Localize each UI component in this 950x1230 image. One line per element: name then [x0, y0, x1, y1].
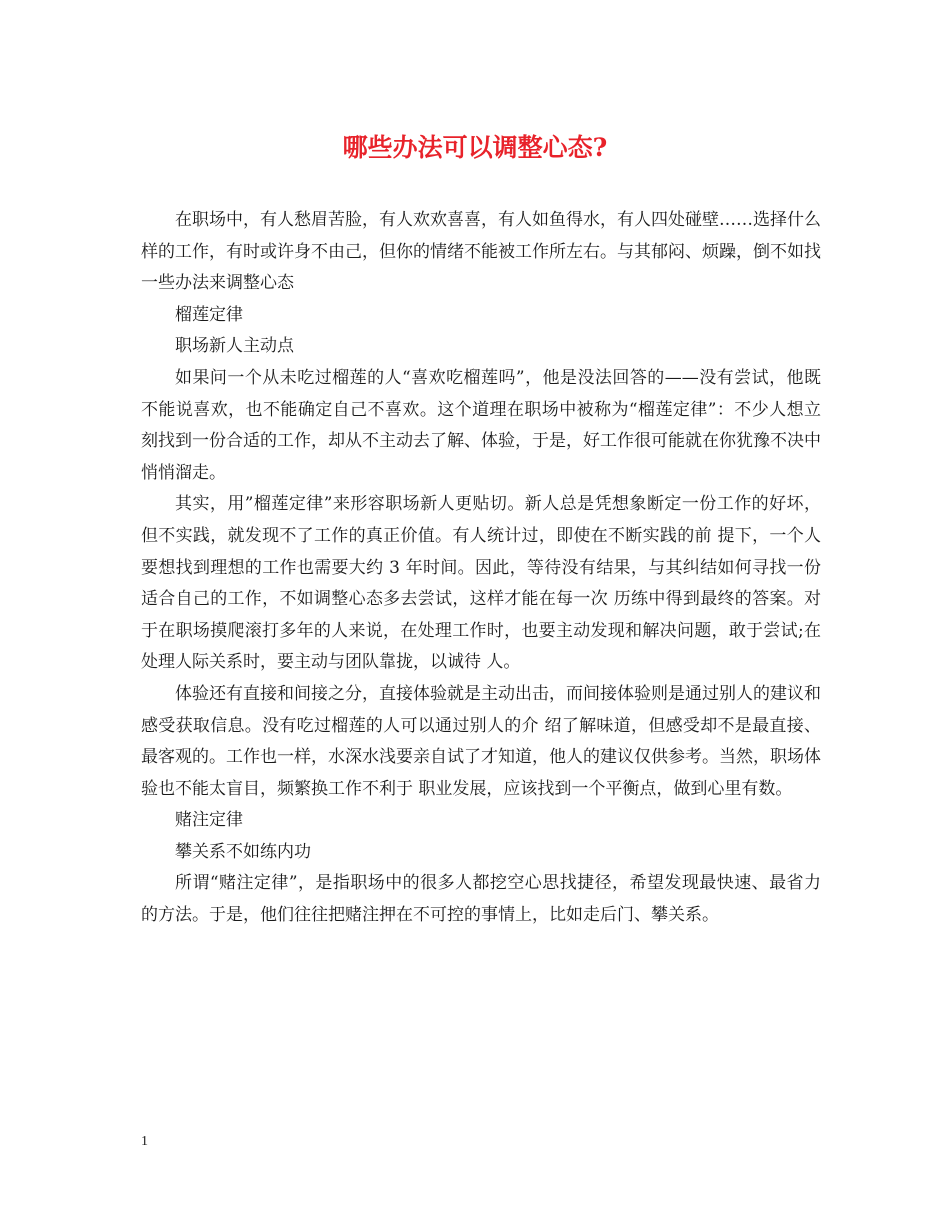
page-number: 1 [141, 1134, 148, 1149]
section-subheading-inner-skill: 攀关系不如练内功 [175, 841, 311, 862]
section-heading-durian-law: 榴莲定律 [175, 304, 243, 325]
section-heading-bet-law: 赌注定律 [175, 810, 243, 831]
paragraph-intro: 在职场中，有人愁眉苦脸，有人欢欢喜喜，有人如鱼得水，有人四处碰壁……选择什么样的工作，有时或许身不由己，但你的情绪不能被工作所左右。与其郁闷、烦躁，倒不如找一些办法来调整心态 [141, 210, 821, 294]
page-title: 哪些办法可以调整心态? [342, 133, 608, 162]
paragraph-experience: 体验还有直接和间接之分，直接体验就是主动出击，而间接体验则是通过别人的建议和感受获取信息。没有吃过榴莲的人可以通过别人的介 绍了解味道，但感受却不是最直接、最客观的。工作也一样，水深水浅要亲自试了才知道，他人的建议仅供参考。当然，职场体验也不能太盲目，频繁换工作不利于 职业发展，应该找到一个平衡点，做到心里有数。 [141, 683, 821, 799]
paragraph-bet-law: 所谓“赌注定律”，是指职场中的很多人都挖空心思找捷径，希望发现最快速、最省力的方法。于是，他们往往把赌注押在不可控的事情上，比如走后门、攀关系。 [141, 873, 821, 926]
paragraph-newcomer-practice: 其实，用”榴莲定律”来形容职场新人更贴切。新人总是凭想象断定一份工作的好坏，但不实践，就发现不了工作的真正价值。有人统计过，即使在不断实践的前 提下，一个人要想找到理想的工作也需要大约 3 年时间。因此，等待没有结果，与其纠结如何寻找一份适合自己的工作，不如调整心态多去尝试，这样才能在每一次 历练中得到最终的答案。对于在职场摸爬滚打多年的人来说，在处理工作时，也要主动发现和解决问题，敢于尝试;在处理人际关系时，要主动与团队靠拢，以诚待 人。 [141, 494, 821, 673]
document-body [141, 205, 821, 932]
paragraph-durian-law: 如果问一个从未吃过榴莲的人“喜欢吃榴莲吗”，他是没法回答的——没有尝试，他既不能说喜欢，也不能确定自己不喜欢。这个道理在职场中被称为“榴莲定律”：不少人想立刻找到一份合适的工作，却从不主动去了解、体验，于是，好工作很可能就在你犹豫不决中悄悄溜走。 [141, 367, 821, 483]
section-subheading-newcomer: 职场新人主动点 [175, 336, 294, 357]
